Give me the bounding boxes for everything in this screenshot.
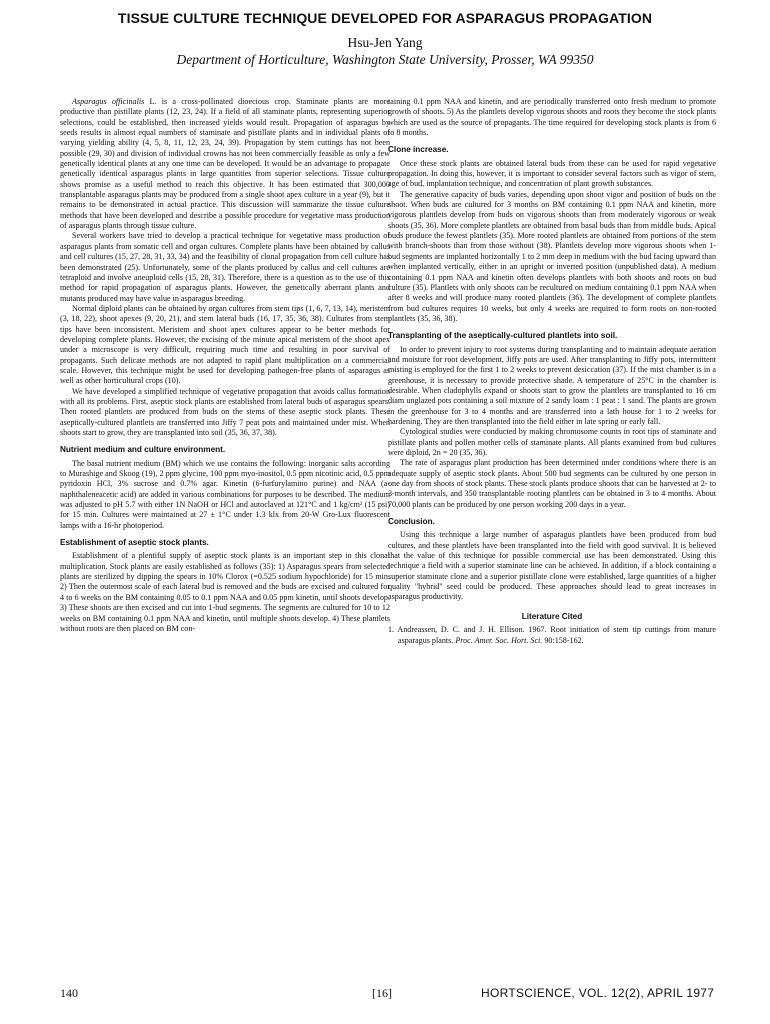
- section-heading-conclusion: Conclusion.: [388, 517, 435, 527]
- body-paragraph: Using this technique a large number of asparagus plantlets have been produced from bud cultures, and these plantlets have been transplanted into the field with good survival. It is believed that the value of this technique for possible commercial use has been demonstrated. Using this technique a field with a superior staminate line can be achieved. In addition, if a block containing a superior staminate clone and a superior pistillate clone were established, large quantities of a higher quality "hybrid" seed could be produced. These approaches should lead to great increases in asparagus productivity.: [388, 530, 716, 602]
- body-paragraph: The generative capacity of buds varies, depending upon shoot vigor and position of buds on the shoot. When buds are cultured for 3 months on BM containing 0.1 ppm NAA and kinetin, more vigorous plantlets develop from buds on vigorous shoots than from moderately vigorous or weak shoots (35, 36). More complete plantlets are obtained from basal buds than from middle buds. Apical buds produce the fewest plantlets (35). More rooted plantlets are obtained from portions of the stem with branch-shoots than from those without (38). Plantlets develop more vigorous shoots when 1-bud segments are implanted horizontally 1 to 2 mm deep in medium with the bud facing upward than when implanted vertically, either in an upright or inverted position (unpublished data). A medium containing 0.1 ppm NAA and kinetin often develops plantlets with both shoots and roots on bud culture (35). Plantlets with only shoots can be recultured on medium containing 0.1 ppm NAA when after 8 weeks and will produce many rooted plantlets (36). The development of complete plantlets from bud cultures requires 10 weeks, but only 4 weeks are required to form roots on non-rooted plantlets (35, 36, 38).: [388, 189, 716, 323]
- reference-text: 1. Andreassen, D. C. and J. H. Ellison. 1967. Root initiation of stem tip cuttings from mature asparagus plants.: [388, 625, 716, 645]
- section-heading-transplant: Transplanting of the aseptically-cultured plantlets into soil.: [388, 331, 618, 341]
- body-paragraph: The basal nutrient medium (BM) which we use contains the following: inorganic salts according to Murashige and Skoog (19), 2 ppm glycine, 100 ppm myo-inositol, 0.5 ppm nicotinic acid, 0.5 ppm pyridoxin HCl, 3% sucrose and 0.7% agar. Kinetin (6-furfurylamino purine) and NAA (a-naphthaleneacetic acid) are added in various combinations for purposes to be described. The medium was adjusted to pH 5.7 with either 1N NaOH or HCl and autoclaved at 121°C and 1 kg/cm² (15 psi) for 15 min. Cultures were maintained at 27 ± 1°C under 1.3 klx from 20-W Gro-Lux fluorescent lamps with a 16-hr photoperiod.: [60, 458, 390, 530]
- left-column: [60, 97, 390, 975]
- body-paragraph: Once these stock plants are obtained lateral buds from these can be used for rapid vegetative propagation. In doing this, however, it is important to consider several factors such as vigor of stem, age of bud, implantation technique, and concentration of plant growth substances.: [388, 158, 716, 189]
- right-column: [388, 97, 716, 975]
- reference-item: [388, 625, 716, 646]
- reference-tail: 90:158-162.: [542, 635, 584, 645]
- intro-text: L. is a cross-pollinated dioecious crop. Staminate plants are more productive than pistillate plants (12, 23, 24). If a field of all staminate plants, representing superior selections, could be established, then increased yields would result. Propagation of asparagus by seeds results in almost equal numbers of staminate and pistillate plants and in individual plants of varying yielding ability (4, 5, 8, 11, 12, 23, 24, 39). Propagation by stem cuttings has not been possible (29, 30) and division of individual crowns has not been commercially feasible as only a few genetically identical plants at any one time can be developed. It would be an advantage to propagate genetically identical asparagus plants in large quantities from superior selections. Tissue culture shows promise as a useful method to reach this objective. It has been estimated that 300,000 transplantable asparagus plants may be produced from a single shoot apex culture in a year (9), but it remains to be demonstrated in actual practice. This discussion will summarize the tissue culture methods that have been developed and describe a possible procedure for vegetative mass production of asparagus plants through tissue culture.: [60, 97, 390, 231]
- body-paragraph: Cytological studies were conducted by making chromosome counts in root tips of staminate and pistillate plants and pollen mother cells of staminate plants. All plants examined from bud cultures were diploid, 2n = 20 (35, 36).: [388, 427, 716, 457]
- author-affiliation: Department of Horticulture, Washington State University, Prosser, WA 99350: [176, 52, 594, 67]
- author-name: Hsu-Jen Yang: [347, 35, 423, 50]
- reference-journal: Proc. Amer. Soc. Hort. Sci.: [455, 635, 543, 645]
- body-paragraph: The rate of asparagus plant production has been determined under conditions where there is an adequate supply of aseptic stock plants. About 500 bud segments can be cultured by one person in one day from shoots of stock plants. These stock plants produce shoots that can be harvested at 2- to 3-month intervals, and 350 transplantable rooting plantlets can be obtained in 3 to 4 months. About 70,000 plants can be produced by one person working 200 days in a year.: [388, 458, 716, 509]
- body-paragraph: Establishment of a plentiful supply of aseptic stock plants is an important step in this clonal multiplication. Stock plants are easily established as follows (35): 1) Asparagus spears from selected plants are sterilized by dipping the spears in 10% Clorox (=0.525 sodium hypochloride) for 15 min. 2) Then the outermost scale of each lateral bud is removed and the buds are excised and cultured for 4 to 6 weeks on the BM containing 0.05 to 0.1 ppm NAA and 0.05 ppm kinetin, until shoots develop. 3) These shoots are then excised and cut into 1-bud segments. The segments are cultured for 10 to 12 weeks on BM containing 0.1 ppm NAA and kinetin, until multiple shoots develop. 4) These plantlets without roots are then placed on BM con-: [60, 551, 390, 633]
- body-paragraph: In order to prevent injury to root systems during transplanting and to maintain adequate aeration and moisture for root development, Jiffy pots are used. After transplanting to Jiffy pots, intermittent misting is employed for the first 1 to 2 weeks to prevent desiccation (37). If the mist chamber is in a greenhouse, it is necessary to provide protective shade. A temperature of 25°C in the chamber is desirable. When cladophylls expand or shoots start to grow the plantlets are transplanted to 16 cm diam unglazed pots containing a soil mixture of 2 sandy loam : 1 peat : 1 sand. The plants are grown in the greenhouse for 3 to 4 months and are transferred into a lath house for 1 to 2 weeks for hardening. They are then transplanted into the field either in late spring or early fall.: [388, 344, 716, 426]
- species-name: Asparagus officinalis: [72, 97, 145, 106]
- journal-citation: HORTSCIENCE, VOL. 12(2), APRIL 1977: [481, 986, 715, 1000]
- section-heading-clone: Clone increase.: [388, 145, 449, 155]
- literature-cited-heading: Literature Cited: [521, 611, 583, 621]
- section-heading-nutrient: Nutrient medium and culture environment.: [60, 445, 226, 455]
- page-number: 140: [60, 986, 78, 1000]
- bracket-page-number: [16]: [372, 986, 392, 1000]
- section-heading-aseptic: Establishment of aseptic stock plants.: [60, 538, 209, 548]
- body-paragraph: We have developed a simplified technique of vegetative propagation that avoids callus formation with all its problems. First, aseptic stock plants are established from lateral buds of asparagus spears. Then rooted plantlets are produced from buds on the stems of these aseptic stock plants. These aseptically-cultured plantlets are transferred into Jiffy 7 peat pots and maintained under mist. When shoots start to grow, they are transplanted into soil (35, 36, 37, 38).: [60, 386, 390, 437]
- intro-paragraph: [60, 97, 390, 231]
- body-paragraph: taining 0.1 ppm NAA and kinetin, and are periodically transferred onto fresh medium to promote growth of shoots. 5) As the plantlets develop vigorous shoots and roots they become the stock plants which are used as the source of propagants. The time required for developing stock plants is from 6 to 8 months.: [388, 97, 716, 138]
- body-paragraph: Several workers have tried to develop a practical technique for vegetative mass production of asparagus plants from somatic cell and organ cultures. Complete plants have been obtained by callus and cell cultures (15, 27, 28, 31, 33, 34) and the feasibility of clonal propagation from cell culture has been demonstrated (25). Unfortunately, some of the plants produced by callus and cell cultures are tetraploid and involve aneuploid cells (15, 28, 31). Therefore, there is a question as to the use of this method for rapid propagation of asparagus plants. However, the genetically aberrant plants and mutants produced may have value in asparagus breeding.: [60, 231, 390, 303]
- body-paragraph: Normal diploid plants can be obtained by organ cultures from stem tips (1, 6, 7, 13, 14), meristem (3, 18, 22), shoot apexes (9, 20, 21), and stem lateral buds (16, 17, 35, 36, 38). Cultures from stem tips have been inconsistent. Meristem and shoot apex cultures appear to be better methods for developing complete plants. However, the excising of the minute apical meristem of the shoot apex under a microscope is very difficult, requiring much time and resulting in poor survival of propagants. Such delicate methods are not adapted to rapid plant multiplication on a commercial scale. However, this technique might be used for developing pathogen-free plants of asparagus as well as other horticultural crops (10).: [60, 303, 390, 386]
- article-title: TISSUE CULTURE TECHNIQUE DEVELOPED FOR ASPARAGUS PROPAGATION: [117, 10, 653, 26]
